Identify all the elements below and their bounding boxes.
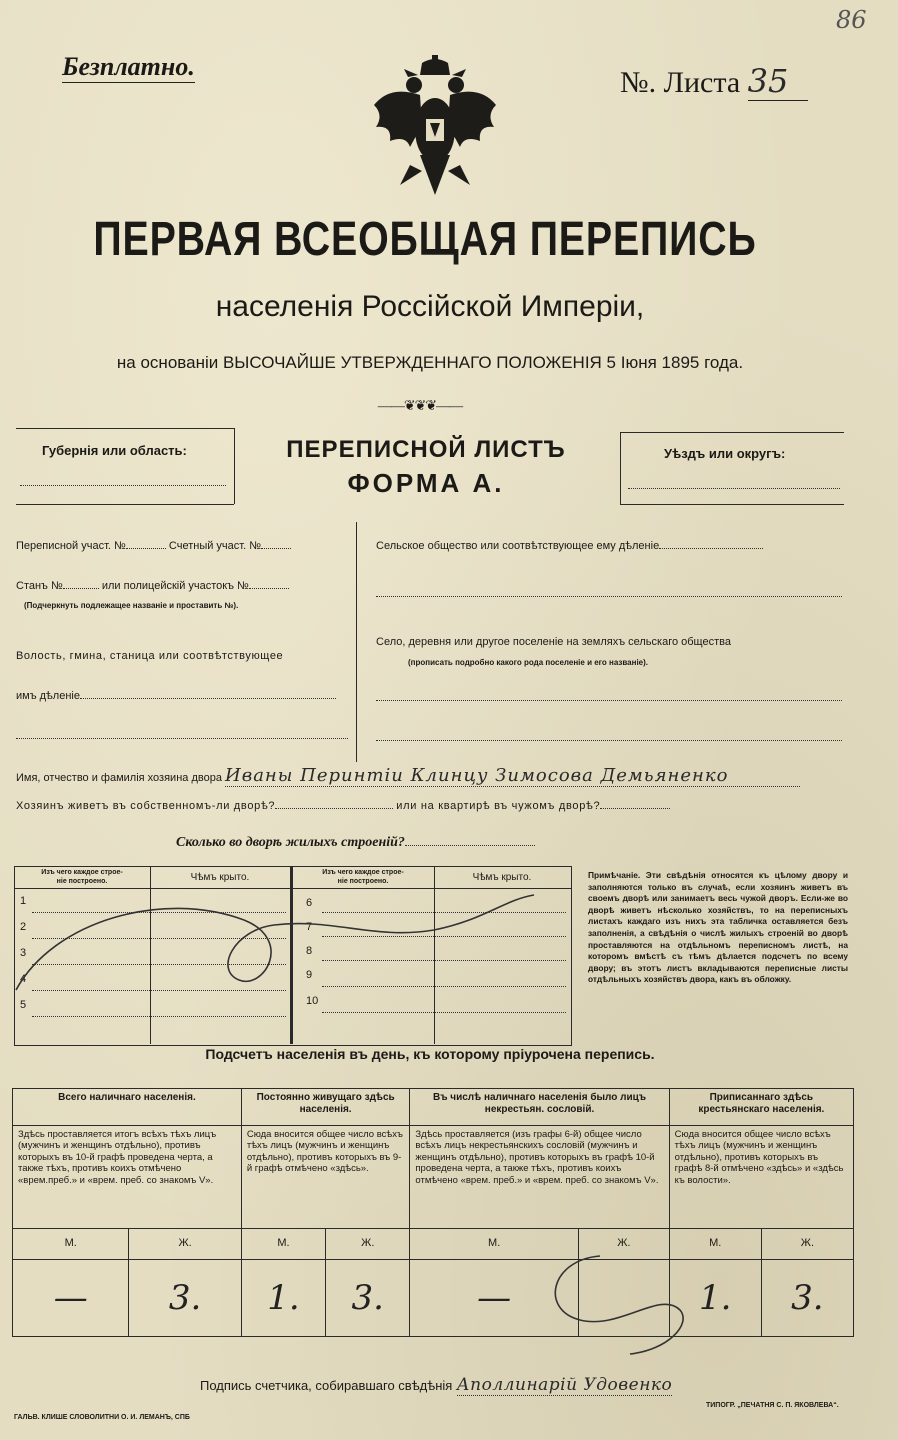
- rural-society-extra-line[interactable]: [376, 596, 842, 597]
- population-title: Подсчетъ населенія въ день, къ которому пріурочена перепись.: [205, 1046, 655, 1062]
- volost-cont-label: имъ дѣленіе: [16, 690, 80, 702]
- village-line-2[interactable]: [376, 740, 842, 741]
- owner-label: Имя, отчество и фамилія хозяина двора: [16, 772, 222, 784]
- police-district-label: или полицейскій участокъ №: [101, 580, 249, 592]
- pop-col1-m-label: М.: [13, 1229, 129, 1260]
- building-row-7: 7: [306, 921, 313, 933]
- location-divider: [356, 522, 357, 762]
- building-row-10: 10: [306, 995, 319, 1007]
- buildings-note: Примѣчаніе. Эти свѣдѣнія относятся къ цѣлому двору и заполняются только въ случаѣ, если хозяинъ живетъ въ своемъ дворѣ или занимаетъ весь чужой дворъ. Если-же во дворѣ живетъ нѣсколько хозяйствъ, то на переписныхъ листахъ каждаго изъ нихъ эта табличка оставляется безъ заполненія, а свѣдѣнія о числѣ жилыхъ строеній во дворѣ проставляются на отдѣльномъ переписномъ листѣ, на которомъ вмѣстѣ съ тѣмъ дѣлается подсчетъ по всему двору; въ этотъ листъ вкладываются переписные листы отдѣльныхъ хозяйствъ двора, какъ въ обложку.: [588, 870, 848, 985]
- pop-col1-f-value[interactable]: 3.: [129, 1260, 241, 1337]
- pop-col1-header: Всего наличнаго населенія.: [13, 1089, 242, 1126]
- pop-col4-header: Приписаннаго здѣсь крестьянскаго населенія.: [669, 1089, 853, 1126]
- volost-label: Волость, гмина, станица или соотвѣтствующее: [16, 650, 284, 662]
- pop-col2-header: Постоянно живущаго здѣсь населенія.: [241, 1089, 410, 1126]
- pop-col3-m-label: М.: [410, 1229, 579, 1260]
- buildings-roof-header-left: Чѣмъ крыто.: [190, 872, 250, 883]
- printer-right: ТИПОГР. „ПЕЧАТНЯ С. П. ЯКОВЛЕВА“.: [706, 1402, 839, 1409]
- rural-society-field[interactable]: [659, 548, 763, 549]
- building-row-2: 2: [20, 921, 27, 933]
- pop-col2-f-value[interactable]: 3.: [326, 1260, 410, 1337]
- building-row-4: 4: [20, 973, 27, 985]
- building-row-1: 1: [20, 895, 27, 907]
- building-row-8: 8: [306, 945, 313, 957]
- building-row-6: 6: [306, 897, 313, 909]
- village-note: (прописать подробно какого рода поселеніе и его названіе).: [408, 658, 649, 667]
- page-title: ПЕРВАЯ ВСЕОБЩАЯ ПЕРЕПИСЬ: [93, 213, 757, 266]
- buildings-strikethrough-mark: [14, 880, 574, 1030]
- uezd-label: Уѣздъ или округъ:: [664, 446, 786, 461]
- ornament-divider: ——❦❦❦——: [377, 399, 463, 414]
- pop-col3-desc: Здѣсь проставляется (изъ графы 6-й) общее число всѣхъ лицъ некрестьянскихъ сословій (мужчинъ и женщинъ отдѣльно), противъ которыхъ въ графѣ 10-й проведена черта, а также тѣхъ, противъ коихъ отмѣчено «врем. преб.» и «врем. преб. со знакомъ V».: [410, 1126, 669, 1229]
- police-district-field[interactable]: [249, 588, 289, 589]
- owner-value[interactable]: Иваны Перинтіи Клинцу Зимосова Демьяненко: [225, 765, 800, 787]
- pop-col4-m-label: М.: [669, 1229, 761, 1260]
- pop-col1-m-value[interactable]: —: [13, 1260, 129, 1337]
- village-label: Село, деревня или другое поселеніе на земляхъ сельскаго общества: [376, 636, 731, 648]
- stan-field[interactable]: [63, 588, 99, 589]
- stan-row: [16, 580, 346, 592]
- buildings-material-header-right: Изъ чего каждое строе- ніе построено.: [322, 869, 404, 885]
- owner-row: [16, 765, 876, 787]
- counting-district-label: Счетный участ. №: [168, 540, 262, 552]
- gubernia-field-line[interactable]: [20, 485, 226, 486]
- pop-col3-f-label: Ж.: [578, 1229, 669, 1260]
- buildings-label: Сколько во дворѣ жилыхъ строеній?: [176, 835, 405, 850]
- pop-col3-header: Въ числѣ наличнаго населенія было лицъ некрестьян. сословій.: [410, 1089, 669, 1126]
- volost-field[interactable]: [80, 698, 336, 699]
- header-left-rule: [234, 428, 235, 504]
- page-subtitle: населенія Россійской Имперіи,: [215, 290, 645, 323]
- printer-left: ГАЛЬВ. КЛИШЕ СЛОВОЛИТНИ О. И. ЛЕМАНЪ, СПБ: [14, 1414, 190, 1421]
- volost-cont-row: [16, 690, 352, 702]
- archive-number: 86: [836, 6, 867, 34]
- header-left-bottom-rule: [16, 504, 234, 505]
- header-top-rule: [16, 428, 234, 429]
- lives-own-label: Хозяинъ живетъ въ собственномъ-ли дворѣ?: [16, 800, 276, 812]
- stan-label: Станъ №: [16, 580, 63, 592]
- building-row-5: 5: [20, 999, 27, 1011]
- counting-district-field[interactable]: [261, 548, 291, 549]
- buildings-row: [176, 833, 596, 851]
- gubernia-label: Губернія или область:: [42, 443, 187, 458]
- census-district-row: [16, 540, 346, 552]
- pop-col3-m-value[interactable]: —: [410, 1260, 579, 1337]
- sheet-number-value: 35: [748, 62, 808, 101]
- village-line-1[interactable]: [376, 700, 842, 701]
- underline-note: (Подчеркнуть подлежащее названіе и проставить №).: [24, 601, 239, 610]
- signature-row: [200, 1375, 720, 1395]
- buildings-field[interactable]: [405, 845, 535, 846]
- pop-col2-desc: Сюда вносится общее число всѣхъ тѣхъ лицъ (мужчинъ и женщинъ отдѣльно), противъ которыхъ въ 9-й графѣ отмѣчено «здѣсь».: [241, 1126, 410, 1229]
- coat-of-arms-emblem: [370, 55, 500, 200]
- signature-value[interactable]: Аполлинарій Удовенко: [456, 1375, 673, 1395]
- sheet-number: [620, 62, 808, 101]
- rural-society-row: [376, 540, 846, 552]
- header-right-rule: [620, 432, 621, 504]
- basis-line: на основаніи ВЫСОЧАЙШЕ УТВЕРЖДЕННАГО ПОЛОЖЕНІЯ 5 Іюня 1895 года.: [116, 353, 744, 372]
- population-strikethrough-mark: [430, 1250, 710, 1370]
- census-district-field[interactable]: [126, 548, 166, 549]
- pop-col4-desc: Сюда вносится общее число всѣхъ тѣхъ лицъ (мужчинъ и женщинъ отдѣльно), противъ которыхъ въ графѣ 8-й отмѣчено «здѣсь» и «здѣсь къ волости».: [669, 1126, 853, 1229]
- pop-col4-m-value[interactable]: 1.: [669, 1260, 761, 1337]
- pop-col4-f-value[interactable]: 3.: [761, 1260, 853, 1337]
- rural-society-label: Сельское общество или соотвѣтствующее ему дѣленіе: [376, 540, 660, 552]
- volost-extra-line[interactable]: [16, 738, 348, 739]
- pop-col1-f-label: Ж.: [129, 1229, 241, 1260]
- signature-label: Подпись счетчика, собиравшаго свѣдѣнія: [200, 1378, 453, 1393]
- buildings-material-header-left: Изъ чего каждое строе- ніе построено.: [41, 869, 123, 885]
- free-label: Безплатно.: [62, 52, 195, 81]
- uezd-field-line[interactable]: [628, 488, 840, 489]
- header-right-bottom-rule: [620, 504, 844, 505]
- form-label: ФОРМА А.: [347, 468, 505, 498]
- lives-other-field[interactable]: [600, 808, 670, 809]
- building-row-9: 9: [306, 969, 313, 981]
- lives-other-label: или на квартирѣ въ чужомъ дворѣ?: [396, 800, 601, 812]
- sheet-title: ПЕРЕПИСНОЙ ЛИСТЪ: [286, 436, 566, 463]
- census-district-label: Переписной участ. №: [16, 540, 126, 552]
- sheet-number-label: №. Листа: [620, 66, 741, 99]
- pop-col4-f-label: Ж.: [761, 1229, 853, 1260]
- header-right-top-rule: [620, 432, 844, 433]
- pop-col2-f-label: Ж.: [326, 1229, 410, 1260]
- buildings-roof-header-right: Чѣмъ крыто.: [472, 872, 532, 883]
- pop-col2-m-value[interactable]: 1.: [241, 1260, 325, 1337]
- pop-col1-desc: Здѣсь проставляется итогъ всѣхъ тѣхъ лицъ (мужчинъ и женщинъ отдѣльно), противъ которыхъ въ 10-й графѣ проведена черта, а также тѣхъ, противъ коихъ отмѣчено «врем.преб.» и «врем. преб. со знакомъ V».: [13, 1126, 242, 1229]
- building-row-3: 3: [20, 947, 27, 959]
- lives-row: [16, 800, 856, 812]
- pop-col2-m-label: М.: [241, 1229, 325, 1260]
- lives-own-field[interactable]: [275, 808, 393, 809]
